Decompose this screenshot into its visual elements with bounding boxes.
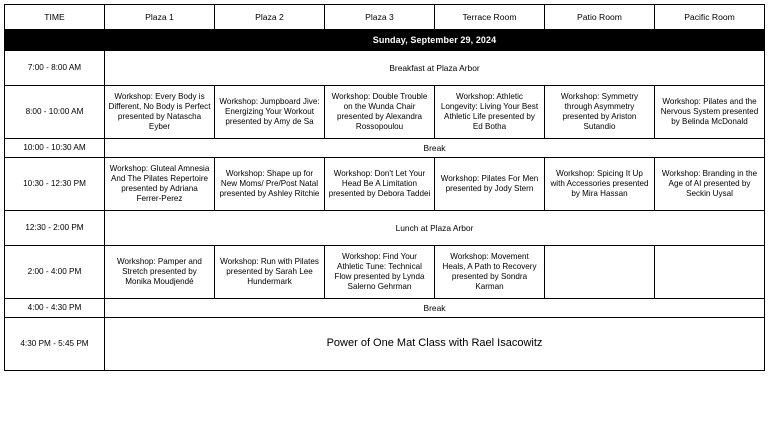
- time-label: 10:30 - 12:30 PM: [5, 158, 105, 211]
- column-header-plaza-1: Plaza 1: [105, 5, 215, 30]
- meal-breakfast: Breakfast at Plaza Arbor: [105, 51, 765, 86]
- session-plaza-2[interactable]: Workshop: Run with Pilates presented by Sarah Lee Hundermark: [215, 246, 325, 299]
- column-header-terrace-room: Terrace Room: [435, 5, 545, 30]
- day-banner-label: Sunday, September 29, 2024: [105, 30, 765, 51]
- session-patio-room[interactable]: Workshop: Spicing It Up with Accessories presented by Mira Hassan: [545, 158, 655, 211]
- time-label: 7:00 - 8:00 AM: [5, 51, 105, 86]
- table-row: [5, 246, 765, 299]
- table-row: [5, 86, 765, 139]
- table-header-row: [5, 5, 765, 30]
- schedule-table: [4, 4, 765, 371]
- time-label: 4:30 PM - 5:45 PM: [5, 318, 105, 371]
- column-header-time: TIME: [5, 5, 105, 30]
- time-label: 8:00 - 10:00 AM: [5, 86, 105, 139]
- closing-session[interactable]: Power of One Mat Class with Rael Isacowitz: [105, 318, 765, 371]
- session-plaza-1[interactable]: Workshop: Pamper and Stretch presented by Monika Moudjendé: [105, 246, 215, 299]
- table-row: [5, 51, 765, 86]
- session-plaza-3[interactable]: Workshop: Double Trouble on the Wunda Chair presented by Alexandra Rossopoulou: [325, 86, 435, 139]
- meal-lunch: Lunch at Plaza Arbor: [105, 211, 765, 246]
- table-row: [5, 211, 765, 246]
- session-plaza-2[interactable]: Workshop: Jumpboard Jive: Energizing Your Workout presented by Amy de Sa: [215, 86, 325, 139]
- session-plaza-1[interactable]: Workshop: Every Body is Different, No Body is Perfect presented by Natascha Eyber: [105, 86, 215, 139]
- column-header-patio-room: Patio Room: [545, 5, 655, 30]
- time-label: 12:30 - 2:00 PM: [5, 211, 105, 246]
- session-plaza-3[interactable]: Workshop: Don't Let Your Head Be A Limitation presented by Debora Taddei: [325, 158, 435, 211]
- column-header-plaza-2: Plaza 2: [215, 5, 325, 30]
- day-banner-spacer: [5, 30, 105, 51]
- table-row: [5, 158, 765, 211]
- session-pacific-room-empty: [655, 246, 765, 299]
- table-row: [5, 299, 765, 318]
- column-header-plaza-3: Plaza 3: [325, 5, 435, 30]
- table-row: [5, 318, 765, 371]
- session-patio-room[interactable]: Workshop: Symmetry through Asymmetry presented by Ariston Sutandio: [545, 86, 655, 139]
- session-pacific-room[interactable]: Workshop: Pilates and the Nervous System presented by Belinda McDonald: [655, 86, 765, 139]
- session-plaza-3[interactable]: Workshop: Find Your Athletic Tune: Technical Flow presented by Lynda Salerno Gehrman: [325, 246, 435, 299]
- time-label: 4:00 - 4:30 PM: [5, 299, 105, 318]
- table-row: [5, 139, 765, 158]
- break-label: Break: [105, 139, 765, 158]
- break-label: Break: [105, 299, 765, 318]
- session-terrace-room[interactable]: Workshop: Movement Heals, A Path to Recovery presented by Sondra Karman: [435, 246, 545, 299]
- session-patio-room-empty: [545, 246, 655, 299]
- session-terrace-room[interactable]: Workshop: Pilates For Men presented by Jody Stern: [435, 158, 545, 211]
- session-plaza-2[interactable]: Workshop: Shape up for New Moms/ Pre/Post Natal presented by Ashley Ritchie: [215, 158, 325, 211]
- session-plaza-1[interactable]: Workshop: Gluteal Amnesia And The Pilates Repertoire presented by Adriana Ferrer-Perez: [105, 158, 215, 211]
- time-label: 2:00 - 4:00 PM: [5, 246, 105, 299]
- time-label: 10:00 - 10:30 AM: [5, 139, 105, 158]
- session-terrace-room[interactable]: Workshop: Athletic Longevity: Living Your Best Athletic Life presented by Ed Botha: [435, 86, 545, 139]
- session-pacific-room[interactable]: Workshop: Branding in the Age of AI presented by Seckin Uysal: [655, 158, 765, 211]
- column-header-pacific-room: Pacific Room: [655, 5, 765, 30]
- day-banner-row: [5, 30, 765, 51]
